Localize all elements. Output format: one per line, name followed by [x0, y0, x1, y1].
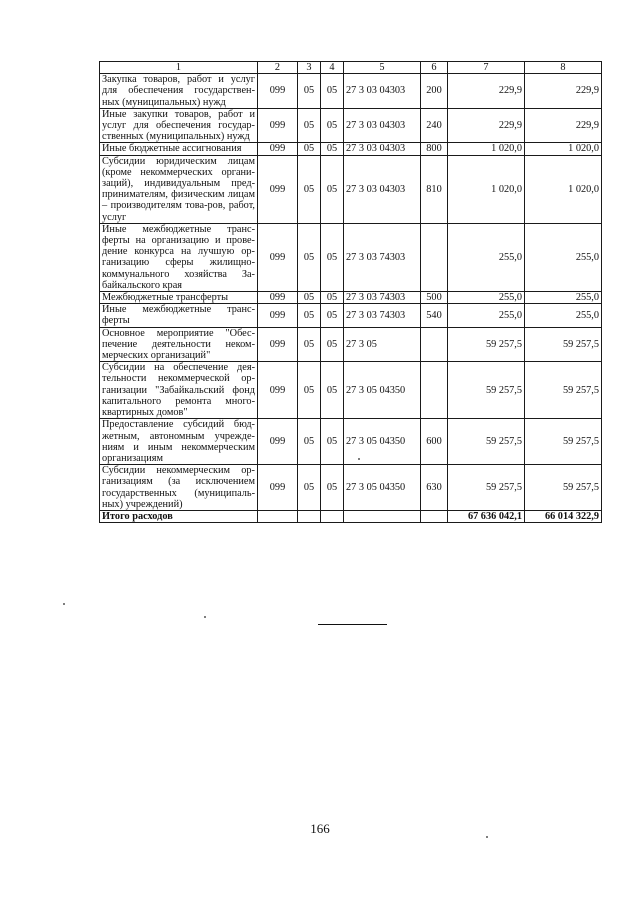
target-article-code: 27 3 03 04303 [344, 143, 421, 155]
scan-speck [63, 603, 65, 605]
subsection-code: 05 [321, 108, 344, 143]
section-code: 05 [298, 74, 321, 109]
table-row [100, 327, 602, 362]
header-cell: 3 [298, 62, 321, 74]
subsection-code: 05 [321, 155, 344, 223]
subsection-code: 05 [321, 465, 344, 511]
amount-col8: 1 020,0 [525, 155, 602, 223]
subsection-code: 05 [321, 74, 344, 109]
expense-type-code [421, 223, 448, 291]
amount-col7: 255,0 [448, 292, 525, 304]
amount-col8: 59 257,5 [525, 419, 602, 465]
expense-type-code: 800 [421, 143, 448, 155]
total-amount-col8: 66 014 322,9 [525, 510, 602, 522]
ministry-code: 099 [258, 304, 298, 327]
ministry-code: 099 [258, 419, 298, 465]
header-cell: 8 [525, 62, 602, 74]
empty-cell [421, 510, 448, 522]
empty-cell [344, 510, 421, 522]
section-code: 05 [298, 304, 321, 327]
table-row [100, 304, 602, 327]
header-cell: 6 [421, 62, 448, 74]
ministry-code: 099 [258, 292, 298, 304]
amount-col7: 1 020,0 [448, 143, 525, 155]
table-row [100, 108, 602, 143]
ministry-code: 099 [258, 143, 298, 155]
section-code: 05 [298, 292, 321, 304]
table-row [100, 223, 602, 291]
ministry-code: 099 [258, 74, 298, 109]
expense-type-code: 240 [421, 108, 448, 143]
amount-col7: 229,9 [448, 108, 525, 143]
scan-speck [204, 616, 206, 618]
expense-name: Предоставление субсидий бюд-жетным, автономным учрежде-ниям и иным некоммерческим организациям [100, 419, 258, 465]
amount-col8: 59 257,5 [525, 362, 602, 419]
expense-name: Субсидии некоммерческим ор-ганизациям (за исключением государственных (муниципаль-ных) учреждений) [100, 465, 258, 511]
amount-col7: 229,9 [448, 74, 525, 109]
section-code: 05 [298, 143, 321, 155]
section-code: 05 [298, 327, 321, 362]
subsection-code: 05 [321, 304, 344, 327]
header-cell: 4 [321, 62, 344, 74]
section-code: 05 [298, 223, 321, 291]
ministry-code: 099 [258, 108, 298, 143]
table-row [100, 419, 602, 465]
page-number: 166 [310, 821, 330, 836]
ministry-code: 099 [258, 223, 298, 291]
expense-name: Основное мероприятие "Обес-печение деятельности неком-мерческих организаций" [100, 327, 258, 362]
expense-name: Иные межбюджетные транс-ферты на организацию и прове-дение конкурса на лучшую ор-ганизацию сферы жилищно-коммунального хозяйства За-байкальского края [100, 223, 258, 291]
empty-cell [321, 510, 344, 522]
total-label: Итого расходов [100, 510, 258, 522]
subsection-code: 05 [321, 143, 344, 155]
header-cell: 5 [344, 62, 421, 74]
subsection-code: 05 [321, 327, 344, 362]
target-article-code: 27 3 05 04350 [344, 465, 421, 511]
expense-name: Субсидии на обеспечение дея-тельности некоммерческой ор-ганизации "Забайкальский фонд капитального ремонта много-квартирных домов" [100, 362, 258, 419]
expense-name: Субсидии юридическим лицам (кроме некоммерческих органи-заций), индивидуальным пред-принимателям, физическим лицам – производителям това-ров, работ, услуг [100, 155, 258, 223]
target-article-code: 27 3 03 74303 [344, 292, 421, 304]
expense-name: Закупка товаров, работ и услуг для обеспечения государствен-ных (муниципальных) нужд [100, 74, 258, 109]
amount-col8: 255,0 [525, 304, 602, 327]
target-article-code: 27 3 03 04303 [344, 155, 421, 223]
expense-type-code [421, 362, 448, 419]
expense-type-code: 540 [421, 304, 448, 327]
ministry-code: 099 [258, 327, 298, 362]
scan-speck [358, 458, 360, 460]
budget-expenses-table [99, 61, 602, 523]
header-cell: 2 [258, 62, 298, 74]
expense-name: Иные закупки товаров, работ и услуг для обеспечения государ-ственных (муниципальных) нужд [100, 108, 258, 143]
subsection-code: 05 [321, 362, 344, 419]
target-article-code: 27 3 05 04350 [344, 362, 421, 419]
empty-cell [258, 510, 298, 522]
separator-line [318, 624, 387, 625]
subsection-code: 05 [321, 223, 344, 291]
ministry-code: 099 [258, 155, 298, 223]
amount-col8: 255,0 [525, 223, 602, 291]
table-row [100, 143, 602, 155]
section-code: 05 [298, 108, 321, 143]
amount-col7: 59 257,5 [448, 419, 525, 465]
total-amount-col7: 67 636 042,1 [448, 510, 525, 522]
scan-speck [486, 836, 488, 838]
target-article-code: 27 3 05 [344, 327, 421, 362]
table-header-row [100, 62, 602, 74]
ministry-code: 099 [258, 362, 298, 419]
amount-col8: 255,0 [525, 292, 602, 304]
expense-name: Иные межбюджетные транс-ферты [100, 304, 258, 327]
expense-type-code [421, 327, 448, 362]
target-article-code: 27 3 03 04303 [344, 74, 421, 109]
amount-col8: 59 257,5 [525, 465, 602, 511]
section-code: 05 [298, 155, 321, 223]
section-code: 05 [298, 465, 321, 511]
total-row [100, 510, 602, 522]
target-article-code: 27 3 05 04350 [344, 419, 421, 465]
section-code: 05 [298, 362, 321, 419]
target-article-code: 27 3 03 74303 [344, 304, 421, 327]
empty-cell [298, 510, 321, 522]
amount-col8: 59 257,5 [525, 327, 602, 362]
expense-type-code: 630 [421, 465, 448, 511]
subsection-code: 05 [321, 292, 344, 304]
target-article-code: 27 3 03 74303 [344, 223, 421, 291]
ministry-code: 099 [258, 465, 298, 511]
expense-type-code: 600 [421, 419, 448, 465]
amount-col7: 1 020,0 [448, 155, 525, 223]
amount-col8: 1 020,0 [525, 143, 602, 155]
amount-col7: 59 257,5 [448, 327, 525, 362]
table-row [100, 465, 602, 511]
target-article-code: 27 3 03 04303 [344, 108, 421, 143]
amount-col7: 255,0 [448, 223, 525, 291]
amount-col7: 255,0 [448, 304, 525, 327]
amount-col8: 229,9 [525, 74, 602, 109]
expense-name: Межбюджетные трансферты [100, 292, 258, 304]
expense-type-code: 500 [421, 292, 448, 304]
table-row [100, 362, 602, 419]
amount-col7: 59 257,5 [448, 362, 525, 419]
section-code: 05 [298, 419, 321, 465]
table-row [100, 292, 602, 304]
header-cell: 1 [100, 62, 258, 74]
table-row [100, 74, 602, 109]
expense-type-code: 810 [421, 155, 448, 223]
subsection-code: 05 [321, 419, 344, 465]
table-row [100, 155, 602, 223]
amount-col8: 229,9 [525, 108, 602, 143]
expense-name: Иные бюджетные ассигнования [100, 143, 258, 155]
amount-col7: 59 257,5 [448, 465, 525, 511]
header-cell: 7 [448, 62, 525, 74]
expense-type-code: 200 [421, 74, 448, 109]
